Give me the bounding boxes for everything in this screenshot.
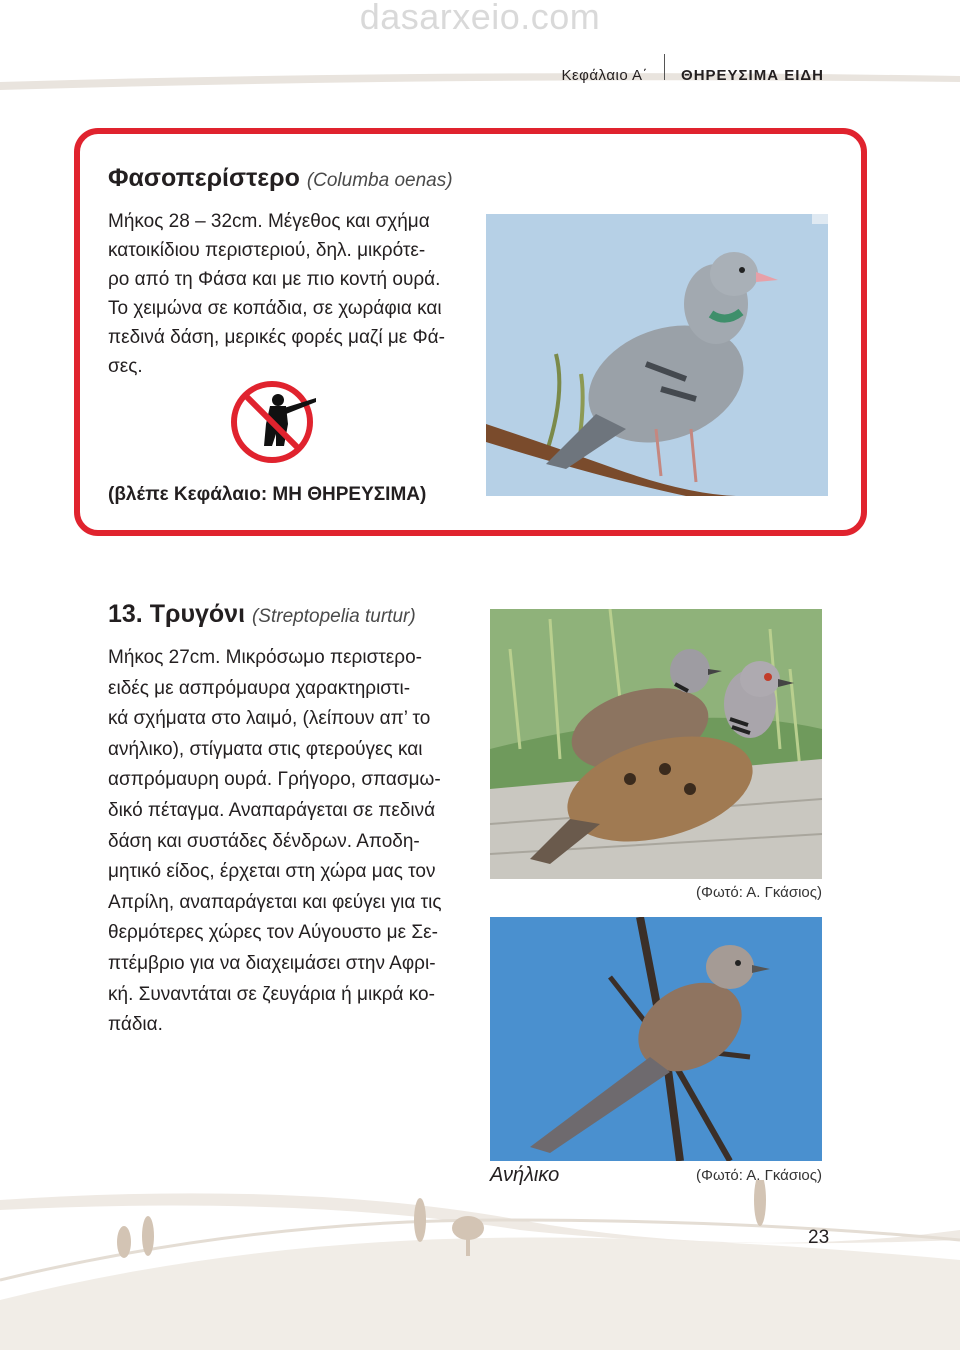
stock-dove-title [108,164,453,193]
text-line: πάδια. [108,1014,163,1036]
text-line: πτέμβριο για να διαχειμάσει στην Αφρι- [108,952,436,974]
text-line: Μήκος 27cm. Μικρόσωμο περιστερο- [108,647,422,668]
stock-dove-name: Φασοπερίστερο [108,164,300,192]
watermark: dasarxeio.com [359,0,601,37]
text-line: μητικό είδος, έρχεται στη χώρα μας τον [108,861,436,883]
header-section: ΘΗΡΕΥΣΙΜΑ ΕΙΔΗ [681,66,824,84]
text-line: ασπρόμαυρη ουρά. Γρήγορο, σπασμω- [108,769,441,791]
no-hunting-sign-icon [228,376,320,466]
text-line: σες. [108,356,143,377]
header-chapter: Κεφάλαιο Α΄ [561,66,649,84]
stock-dove-description [108,207,460,381]
text-line: δικό πέταγμα. Αναπαράγεται σε πεδινά [108,799,436,821]
stock-dove-latin: (Columba oenas) [306,170,453,191]
text-line: Το χειμώνα σε κοπάδια, σε χωράφια και [108,298,442,319]
juvenile-turtle-dove-photo [490,917,822,1161]
text-line: κά σχήματα στο λαιμό, (λείπουν απ’ το [108,708,431,730]
text-line: κατοικίδιου περιστεριού, δηλ. μικρότε- [108,240,426,261]
turtle-dove-name: Τρυγόνι [149,600,246,628]
see-chapter-reference: (βλέπε Κεφάλαιο: ΜΗ ΘΗΡΕΥΣΙΜΑ) [108,484,427,505]
running-header [561,62,824,88]
page-number: 23 [808,1227,830,1248]
photo-label-juvenile: Ανήλικο [490,1164,560,1186]
turtle-dove-description [108,643,464,1041]
turtle-dove-number: 13. [108,600,143,628]
turtle-dove-title [108,600,416,629]
text-line: ανήλικο), στίγματα στις φτερούγες και [108,738,423,760]
photo-credit-1: (Φωτό: Α. Γκάσιος) [696,884,822,901]
turtle-dove-latin: (Streptopelia turtur) [251,606,416,627]
text-line: δάση και συστάδες δένδρων. Αποδη- [108,830,420,852]
landscape-decoration [0,1180,960,1350]
text-line: ειδές με ασπρόμαυρα χαρακτηριστι- [108,677,411,699]
text-line: Μήκος 28 – 32cm. Μέγεθος και σχήμα [108,211,430,232]
photo-credit-2: (Φωτό: Α. Γκάσιος) [696,1167,822,1184]
stock-dove-photo [486,214,828,496]
turtle-doves-pair-photo [490,609,822,879]
text-line: κή. Συναντάται σε ζευγάρια ή μικρά κο- [108,983,435,1005]
text-line: Απρίλη, αναπαράγεται και φεύγει για τις [108,891,442,913]
text-line: θερμότερες χώρες τον Αύγουστο με Σε- [108,922,438,944]
header-divider [664,54,665,80]
text-line: ρο από τη Φάσα και με πιο κοντή ουρά. [108,269,441,290]
text-line: πεδινά δάση, μερικές φορές μαζί με Φά- [108,327,445,348]
